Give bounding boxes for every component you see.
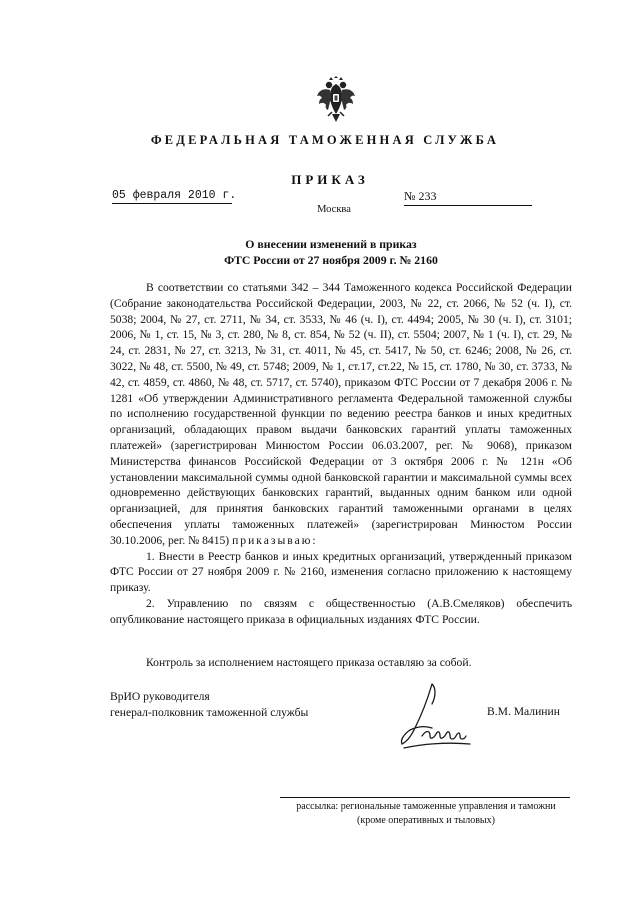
signer-position-line-1: ВрИО руководителя [110,690,210,703]
distribution-line-1: рассылка: региональные таможенные управления и таможни [296,801,556,812]
distribution-line-2: (кроме оперативных и тыловых) [357,815,495,826]
order-body [110,280,572,628]
order-item-1: 1. Внести в Реестр банков и иных кредитных организаций, утвержденный приказом ФТС России от 27 ноября 2009 г. № 2160, изменения согласно приложению к настоящему приказу. [110,549,572,595]
distribution-divider [280,797,570,798]
agency-name: ФЕДЕРАЛЬНАЯ ТАМОЖЕННАЯ СЛУЖБА [150,133,500,147]
handwritten-signature-icon [392,678,474,758]
order-word: приказываю: [232,533,318,547]
preamble-text: В соответствии со статьями 342 – 344 Таможенного кодекса Российской Федерации (Собрание законодательства Российской Федерации, 2003, № 22, ст. 2066, № 52 (ч. I), ст. 5038; 2004, № 27, ст. 2711, № 34, ст. 3533, № 46 (ч. I), ст. 4494; 2005, № 30 (ч. I), ст. 3101; 2006, № 1, ст. 15, № 3, ст. 280, № 8, ст. 854, № 52 (ч. II), ст. 5504; 2007, № 1 (ч. I), ст. 29, № 24, ст. 2831, № 27, ст. 3213, № 31, ст. 4011, № 45, ст. 5417, № 50, ст. 6246; 2008, № 26, ст. 3022, № 48, ст. 5500, № 49, ст. 5748; 2009, № 1, ст.17, ст.22, № 15, ст. 1780, № 30, ст. 3733, № 42, ст. 4859, ст. 4860, № 48, ст. 5717, ст. 5740), приказом ФТС России от 7 декабря 2006 г. № 1281 «Об утверждении Административного регламента Федеральной таможенной службы по исполнению государственной функции по ведению реестра банков и иных кредитных организаций, обладающих правом выдачи банковских гарантий уплаты таможенных платежей» (зарегистрирован Минюстом России 06.03.2007, рег. № 9068), приказом Министерства финансов Российской Федерации от 3 октября 2006 г. № 121н «Об установлении максимальной суммы одной банковской гарантии и максимальной суммы всех одновременно действующих банковских гарантий, выданных одним банком или одной организацией, для принятия банковских гарантий таможенными органами в целях обеспечения уплаты таможенных платежей» (зарегистрирован Минюстом России 30.10.2006, рег. № 8415) [110,281,572,547]
signer-position [110,689,370,721]
subject-line-1: О внесении изменений в приказ [245,237,417,251]
coat-of-arms-icon [315,76,357,124]
city: Москва [317,204,351,215]
order-number: № 233 [404,189,532,206]
order-date: 05 февраля 2010 г. [112,189,237,202]
preamble-paragraph [110,280,572,549]
subject-line-2: ФТС России от 27 ноября 2009 г. № 2160 [224,253,438,267]
signer-position-line-2: генерал-полковник таможенной службы [110,706,309,719]
distribution-list [276,800,576,828]
order-subject [0,236,640,268]
order-item-2: 2. Управлению по связям с общественностью (А.В.Смеляков) обеспечить опубликование настоящего приказа в официальных изданиях ФТС России. [110,596,572,626]
document-title: ПРИКАЗ [291,172,369,187]
control-clause: Контроль за исполнением настоящего приказа оставляю за собой. [146,656,472,669]
signer-name: В.М. Малинин [487,705,560,718]
